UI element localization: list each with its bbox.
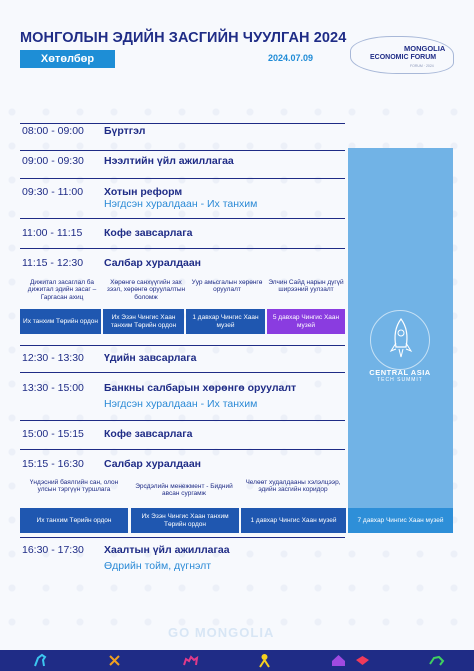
row-time: 09:30 - 11:00	[22, 186, 84, 198]
row-time: 11:00 - 11:15	[22, 227, 83, 239]
program-tag: Хөтөлбөр	[20, 50, 115, 68]
separator	[20, 123, 345, 124]
row-title: Хаалтын үйл ажиллагаа	[104, 544, 230, 556]
tech-summit-subtitle: TECH SUMMIT	[377, 377, 423, 383]
eagle-icon	[354, 652, 371, 669]
row-subtitle: Нэгдсэн хуралдаан - Их танхим	[104, 198, 258, 210]
hall-label: Их танхим Төрийн ордон	[20, 508, 128, 533]
hall-label: 1 давхар Чингис Хаан музей	[241, 508, 346, 533]
mongolia-economic-forum-logo	[350, 30, 460, 80]
horse-rider-icon	[428, 652, 445, 669]
row-time: 15:00 - 15:15	[22, 428, 84, 440]
row-time: 11:15 - 12:30	[22, 257, 84, 269]
row-title: Бүртгэл	[104, 125, 146, 137]
row-title: Кофе завсарлага	[104, 227, 193, 239]
hall-label: Их танхим Төрийн ордон	[20, 309, 101, 334]
camel-icon	[182, 652, 199, 669]
row-subtitle: Нэгдсэн хуралдаан - Их танхим	[104, 398, 258, 410]
logo-line-3: FORUM · 2024	[410, 64, 434, 68]
row-subtitle: Өдрийн тойм, дүгнэлт	[104, 560, 212, 572]
row-title: Банкны салбарын хөрөнгө оруулалт	[104, 382, 297, 394]
knot-icon	[106, 652, 123, 669]
separator	[20, 449, 345, 450]
logo-line-2: ECONOMIC FORUM	[370, 54, 437, 61]
row-title: Нээлтийн үйл ажиллагаа	[104, 155, 234, 167]
wrestler-icon	[256, 652, 273, 669]
page-title: МОНГОЛЫН ЭДИЙН ЗАСГИЙН ЧУУЛГАН 2024	[20, 30, 347, 46]
separator	[20, 150, 345, 151]
yurt-icon	[330, 652, 347, 669]
hall-label: 7 давхар Чингис Хаан музей	[348, 508, 453, 533]
horse-icon	[32, 652, 49, 669]
row-title: Кофе завсарлага	[104, 428, 193, 440]
row-time: 12:30 - 13:30	[22, 352, 84, 364]
session-topic: Челөөт худалдааны хэлэлцээр, эдийн засгийн коридор	[245, 479, 341, 494]
row-time: 09:00 - 09:30	[22, 155, 84, 167]
row-title: Салбар хуралдаан	[104, 458, 202, 470]
row-title: Хотын реформ	[104, 186, 183, 198]
footer-bar	[0, 650, 474, 671]
session-topic: Хөрөнгө санхүүгийн зах зээл, хөрөнгө оруулалтын боломж	[106, 279, 186, 301]
hall-label: Их Эзэн Чингис Хаан танхим Төрийн ордон	[103, 309, 184, 334]
footer-brand: GO MONGOLIA	[168, 625, 275, 640]
separator	[20, 537, 345, 538]
session-topic: Дижитал засаглал ба дижитал эдийн засаг – Гаргасан ахиц	[27, 279, 97, 301]
hall-label: 1 давхар Чингис Хаан музей	[186, 309, 265, 334]
separator	[20, 372, 345, 373]
separator	[20, 420, 345, 421]
event-date: 2024.07.09	[268, 53, 314, 63]
hall-label: 5 давхар Чингис Хаан музей	[267, 309, 345, 334]
hall-label: Их Эзэн Чингис Хаан танхим Төрийн ордон	[131, 508, 239, 533]
row-title: Үдийн завсарлага	[104, 352, 197, 364]
session-topic: Уур амьсгалын хөрөнгө оруулалт	[191, 279, 263, 294]
rocket-icon	[370, 310, 430, 370]
session-topic: Үндэсний баялгийн сан, олон улсын тэргүүн туршлага	[29, 479, 119, 494]
row-time: 16:30 - 17:30	[22, 544, 84, 556]
session-topic: Эрсдэлийн менежмент - Бидний авсан сургамж	[135, 483, 233, 498]
logo-line-1: MONGOLIA	[404, 44, 446, 53]
separator	[20, 218, 345, 219]
separator	[20, 178, 345, 179]
row-time: 15:15 - 16:30	[22, 458, 84, 470]
row-title: Салбар хуралдаан	[104, 257, 202, 269]
tech-summit-title: CENTRAL ASIA	[369, 368, 431, 377]
separator	[20, 248, 345, 249]
row-time: 13:30 - 15:00	[22, 382, 84, 394]
separator	[20, 345, 345, 346]
row-time: 08:00 - 09:00	[22, 125, 84, 137]
session-topic: Элчин Сайд нарын дүгүй ширээний уулзалт	[268, 279, 344, 294]
